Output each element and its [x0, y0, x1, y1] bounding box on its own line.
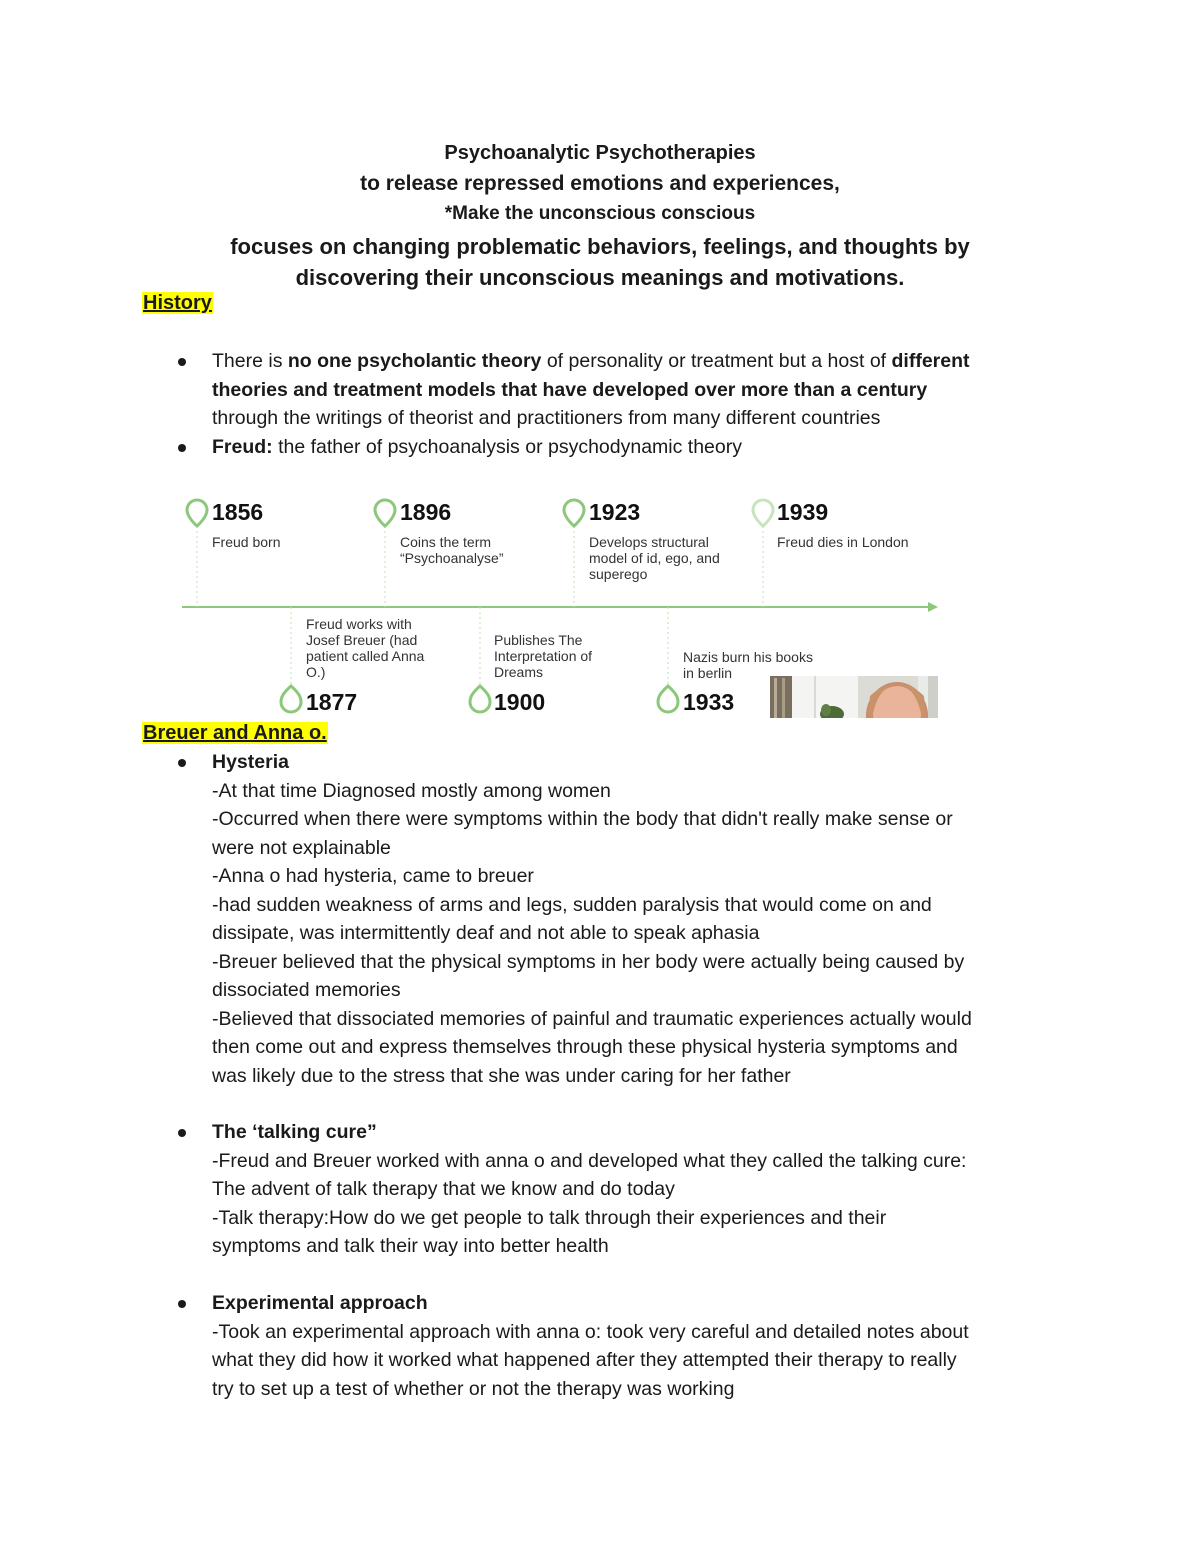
breuer-heading-wrap: [142, 722, 328, 745]
text-span: There is: [212, 350, 288, 372]
talking-cure-line: -Talk therapy:How do we get people to talk through their experiences and their: [212, 1206, 887, 1229]
timeline-desc: Develops structural model of id, ego, and superego: [589, 534, 720, 582]
talking-cure-line: The advent of talk therapy that we know and do today: [212, 1178, 675, 1200]
timeline-desc: Coins the term “Psychoanalyse”: [400, 534, 504, 566]
bullet-icon: [178, 1129, 186, 1137]
timeline-year: 1939: [777, 499, 829, 525]
bold-span: different: [891, 350, 970, 372]
page-title: Psychoanalytic Psychotherapies: [444, 142, 756, 164]
experimental-title: Experimental approach: [212, 1292, 428, 1314]
bullet-icon: [178, 444, 186, 452]
hysteria-line: -Anna o had hysteria, came to breuer: [212, 865, 534, 887]
experimental-list: [0, 1289, 1200, 1403]
experimental-line: try to set up a test of whether or not the therapy was working: [212, 1377, 735, 1400]
list-item: [0, 433, 1200, 462]
breuer-heading: Breuer and Anna o.: [143, 722, 327, 744]
pin-1896-icon: [375, 500, 395, 526]
hysteria-line: -Occurred when there were symptoms within the body that didn't really make sense or: [212, 808, 953, 830]
list-item: [0, 347, 1200, 433]
timeline-desc: Freud works with Josef Breuer (had patient called Anna O.): [306, 616, 425, 680]
experimental-line: -Took an experimental approach with anna o: took very careful and detailed notes about: [212, 1320, 969, 1343]
subtitle-focus: [0, 231, 1200, 293]
bullet-icon: [178, 358, 186, 366]
timeline-desc: Nazis burn his books in berlin: [683, 649, 813, 681]
timeline-desc: Freud born: [212, 534, 281, 550]
hysteria-line: -At that time Diagnosed mostly among women: [212, 779, 611, 802]
timeline-desc: Publishes The Interpretation of Dreams: [494, 632, 593, 680]
list-item: [0, 748, 1200, 1090]
hysteria-line: -had sudden weakness of arms and legs, sudden paralysis that would come on and: [212, 893, 932, 916]
text-span: the father of psychoanalysis or psychodynamic theory: [272, 435, 742, 458]
hysteria-line: dissipate, was intermittently deaf and not able to speak aphasia: [212, 922, 760, 944]
talking-cure-line: -Freud and Breuer worked with anna o and developed what they called the talking cure:: [212, 1149, 967, 1172]
hysteria-line: dissociated memories: [212, 979, 401, 1001]
webcam-photo: [770, 676, 938, 718]
hysteria-title: Hysteria: [212, 751, 289, 773]
history-bullet-line-2: theories and treatment models that have developed over more than a century: [212, 378, 928, 401]
bullet-icon: [178, 759, 186, 767]
freud-bullet-line: [212, 433, 1200, 462]
timeline-year: 1896: [400, 499, 452, 525]
experimental-line: what they did how it worked what happened after they attempted their therapy to really: [212, 1349, 957, 1371]
list-item: [0, 1289, 1200, 1403]
subtitle-focus-line-2: discovering their unconscious meanings and motivations.: [295, 265, 905, 290]
pin-1856-icon: [187, 500, 207, 526]
webcam-photo-graphic: [770, 676, 938, 718]
timeline-year: 1856: [212, 499, 264, 525]
timeline-arrow-icon: [928, 602, 938, 612]
timeline-year: 1900: [494, 689, 546, 715]
history-heading: History: [143, 292, 212, 314]
timeline-year: 1877: [306, 689, 358, 715]
hysteria-line: then come out and express themselves through these physical hysteria symptoms and: [212, 1036, 958, 1058]
history-bullet-line-3: through the writings of theorist and practitioners from many different countries: [212, 407, 881, 429]
talking-cure-list: [0, 1118, 1200, 1261]
bullet-icon: [178, 1300, 186, 1308]
hysteria-line: were not explainable: [212, 836, 391, 859]
hysteria-line: -Believed that dissociated memories of painful and traumatic experiences actually would: [212, 1007, 972, 1030]
freud-timeline: [176, 496, 944, 722]
pin-1877-icon: [281, 686, 301, 712]
subtitle-release: to release repressed emotions and experiences,: [360, 172, 840, 195]
list-item: [0, 1118, 1200, 1261]
subtitle-focus-line-1: focuses on changing problematic behaviors, feelings, and thoughts by: [230, 234, 970, 259]
bold-span: no one psycholantic theory: [287, 350, 542, 372]
timeline-year: 1923: [589, 499, 641, 525]
subtitle-unconscious: *Make the unconscious conscious: [444, 203, 756, 224]
timeline-year: 1933: [683, 689, 735, 715]
history-list: [0, 347, 1200, 461]
breuer-list: [0, 748, 1200, 1090]
text-span: of personality or treatment but a host of: [541, 350, 892, 372]
timeline-desc: Freud dies in London: [777, 534, 909, 550]
pin-1939-icon: [753, 500, 773, 526]
bold-span: Freud:: [212, 435, 273, 458]
pin-1900-icon: [470, 686, 490, 712]
pin-1933-icon: [658, 686, 678, 712]
talking-cure-line: symptoms and talk their way into better health: [212, 1235, 609, 1257]
hysteria-line: was likely due to the stress that she was under caring for her father: [212, 1064, 791, 1087]
history-heading-wrap: [142, 292, 213, 315]
pin-1923-icon: [564, 500, 584, 526]
hysteria-line: -Breuer believed that the physical symptoms in her body were actually being caused by: [212, 950, 965, 973]
talking-cure-title: The ‘talking cure”: [212, 1121, 377, 1143]
history-bullet-line-1: [212, 347, 1200, 376]
